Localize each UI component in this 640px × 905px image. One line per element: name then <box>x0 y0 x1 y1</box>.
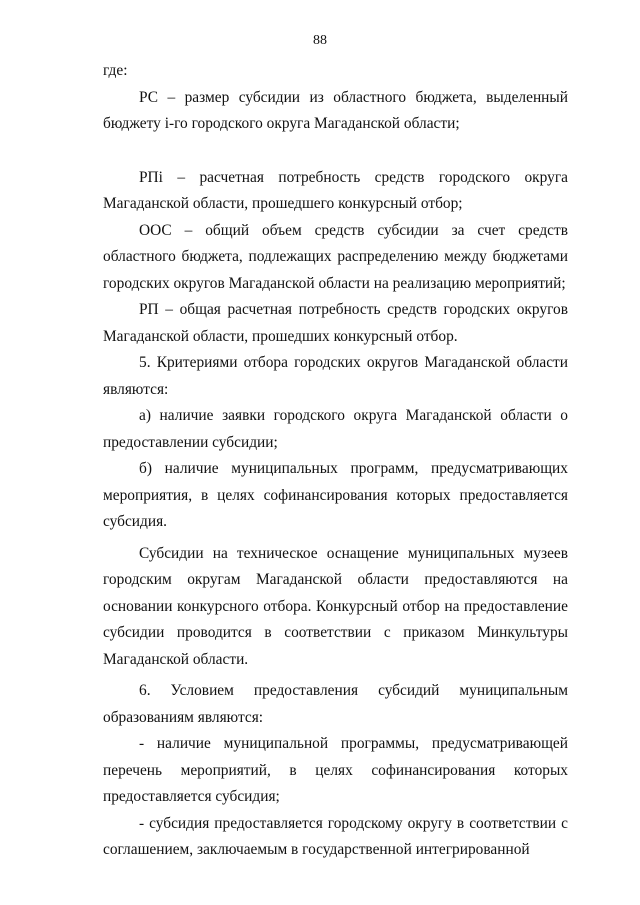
paragraph-museum-subsidies: Субсидии на техническое оснащение муниципальных музеев городским округам Магаданской области предоставляются на основании конкурсного отбора. Конкурсный отбор на предоставление субсидии проводится в соответствии с приказом Минкультуры Магаданской области. <box>103 544 568 668</box>
paragraph-rpi-definition: РПi – расчетная потребность средств городского округа Магаданской области, прошедшего конкурсный отбор; <box>103 168 568 212</box>
paragraph-where: где: <box>103 62 128 79</box>
paragraph-oos-definition: ООС – общий объем средств субсидии за счет средств областного бюджета, подлежащих распределению между бюджетами городских округов Магаданской области на реализацию мероприятий; <box>103 221 568 292</box>
paragraph-rs-definition: РС – размер субсидии из областного бюджета, выделенный бюджету i-го городского округа Магаданской области; <box>103 88 568 132</box>
paragraph-conditions: 6. Условием предоставления субсидий муниципальным образованиям являются: <box>103 682 568 726</box>
page-number: 88 <box>313 33 327 48</box>
paragraph-selection-criteria: 5. Критериями отбора городских округов Магаданской области являются: <box>103 354 568 398</box>
paragraph-rp-definition: РП – общая расчетная потребность средств городских округов Магаданской области, прошедших конкурсный отбор. <box>103 301 568 345</box>
paragraph-criterion-b: б) наличие муниципальных программ, предусматривающих мероприятия, в целях софинансирования которых предоставляется субсидия. <box>103 460 568 530</box>
document-body <box>103 58 568 864</box>
paragraph-condition-agreement: - субсидия предоставляется городскому округу в соответствии с соглашением, заключаемым в государственной интегрированной <box>103 814 568 858</box>
paragraph-condition-program: - наличие муниципальной программы, предусматривающей перечень мероприятий, в целях софинансирования которых предоставляется субсидия; <box>103 735 568 805</box>
paragraph-criterion-a: а) наличие заявки городского округа Магаданской области о предоставлении субсидии; <box>103 407 568 451</box>
